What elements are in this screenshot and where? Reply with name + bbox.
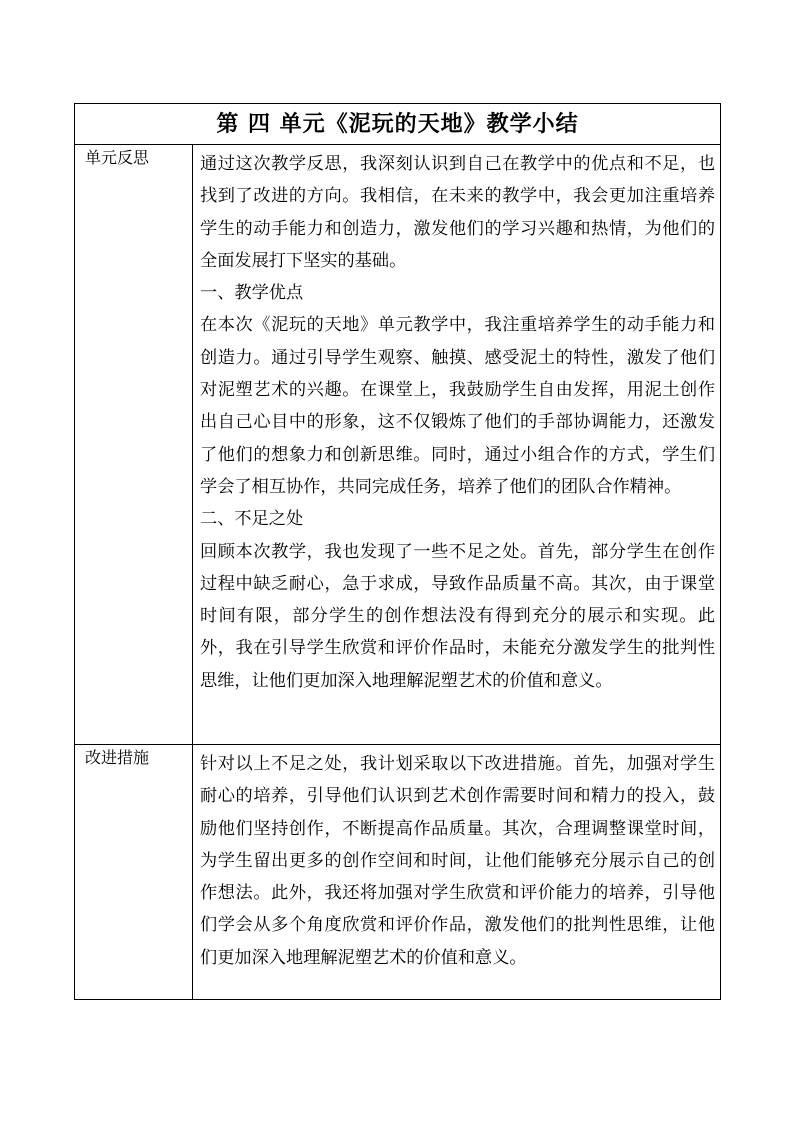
improvement-content: 针对以上不足之处，我计划采取以下改进措施。首先，加强对学生耐心的培养，引导他们认识到艺术创作需要时间和精力的投入，鼓励他们坚持创作，不断提高作品质量。其次，合理调整课堂时间，为学生留出更多的创作空间和时间，让他们能够充分展示自己的创作想法。此外，我还将加强对学生欣赏和评价能力的培养，引导他们学会从多个角度欣赏和评价作品，激发他们的批判性思维，让他们更加深入地理解泥塑艺术的价值和意义。 bbox=[193, 745, 721, 1000]
strengths-paragraph: 在本次《泥玩的天地》单元教学中，我注重培养学生的动手能力和创造力。通过引导学生观察、触摸、感受泥土的特性，激发了他们对泥塑艺术的兴趣。在课堂上，我鼓励学生自由发挥，用泥土创作出自己心目中的形象，这不仅锻炼了他们的手部协调能力，还激发了他们的想象力和创新思维。同时，通过小组合作的方式，学生们学会了相互协作，共同完成任务，培养了他们的团队合作精神。 bbox=[200, 315, 716, 497]
strengths-heading: 一、教学优点 bbox=[200, 283, 304, 304]
document-title: 第 四 单元《泥玩的天地》教学小结 bbox=[75, 104, 721, 145]
reflection-label: 单元反思 bbox=[75, 145, 193, 745]
reflection-content bbox=[193, 145, 721, 745]
summary-table bbox=[74, 103, 721, 1000]
reflection-row bbox=[75, 145, 721, 745]
improvement-row bbox=[75, 745, 721, 1000]
title-row bbox=[75, 104, 721, 145]
weaknesses-paragraph: 回顾本次教学，我也发现了一些不足之处。首先，部分学生在创作过程中缺乏耐心，急于求成，导致作品质量不高。其次，由于课堂时间有限，部分学生的创作想法没有得到充分的展示和实现。此外，我在引导学生欣赏和评价作品时，未能充分激发学生的批判性思维，让他们更加深入地理解泥塑艺术的价值和意义。 bbox=[200, 541, 716, 691]
improvement-label: 改进措施 bbox=[75, 745, 193, 1000]
reflection-intro: 通过这次教学反思，我深刻认识到自己在教学中的优点和不足，也找到了改进的方向。我相信，在未来的教学中，我会更加注重培养学生的动手能力和创造力，激发他们的学习兴趣和热情，为他们的全面发展打下坚实的基础。 bbox=[200, 154, 716, 271]
weaknesses-heading: 二、不足之处 bbox=[200, 509, 304, 530]
